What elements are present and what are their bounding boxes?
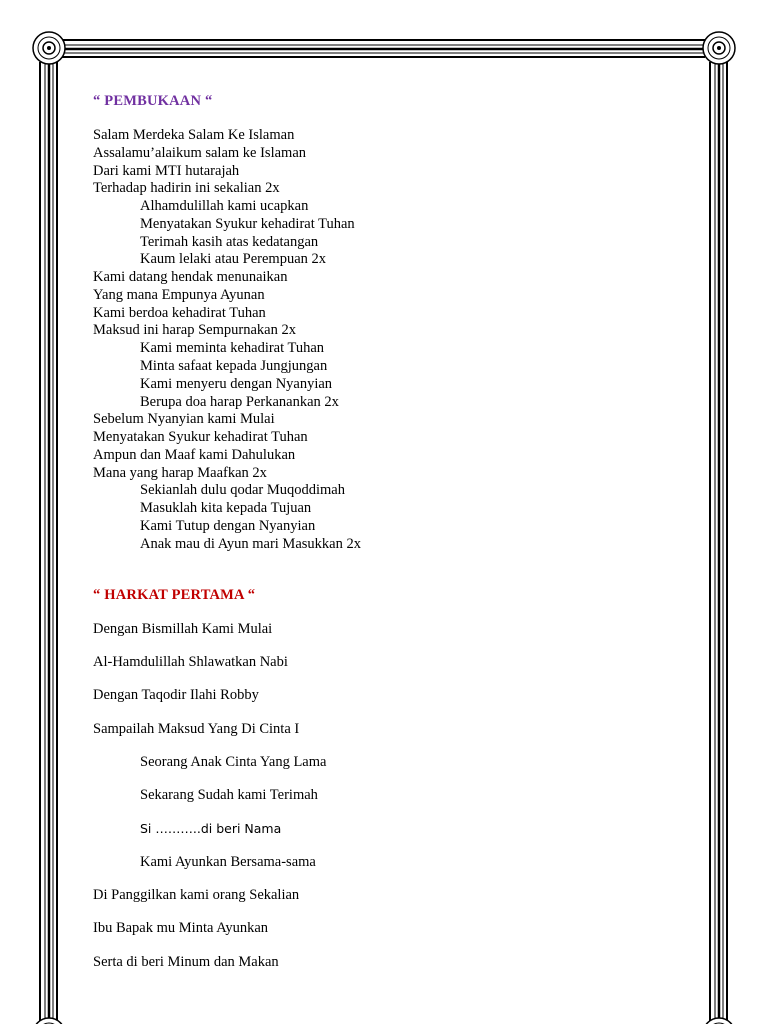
verse-line: Dengan Taqodir Ilahi Robby (93, 687, 259, 703)
verse-line: Di Panggilkan kami orang Sekalian (93, 887, 300, 903)
verse-line: Kami Ayunkan Bersama-sama (140, 854, 316, 870)
verse-line: Serta di beri Minum dan Makan (93, 954, 279, 970)
verse-line: Kami berdoa kehadirat Tuhan (93, 305, 266, 321)
verse-line: Kami meminta kehadirat Tuhan (140, 340, 325, 356)
corner-ornament-top-left (33, 32, 65, 64)
verse-line: Menyatakan Syukur kehadirat Tuhan (93, 429, 308, 445)
corner-ornament-bottom-left (33, 1018, 65, 1024)
verse-line: Mana yang harap Maafkan 2x (93, 465, 267, 481)
corner-ornament-bottom-right (703, 1018, 735, 1024)
verse-line: Dari kami MTI hutarajah (93, 163, 240, 179)
verse-line: Salam Merdeka Salam Ke Islaman (93, 127, 295, 143)
verse-line: Dengan Bismillah Kami Mulai (93, 621, 273, 637)
verse-line: Sebelum Nyanyian kami Mulai (93, 411, 275, 427)
verse-line: Sampailah Maksud Yang Di Cinta I (93, 721, 300, 737)
verse-line: Alhamdulillah kami ucapkan (140, 198, 309, 214)
verse-line-name-blank: Si ………..di beri Nama (140, 821, 282, 836)
verse-line: Kami menyeru dengan Nyanyian (140, 376, 333, 392)
section-title-harkat-pertama: “ HARKAT PERTAMA “ (93, 587, 256, 603)
verse-line: Assalamu’alaikum salam ke Islaman (93, 145, 307, 161)
verse-line: Masuklah kita kepada Tujuan (140, 500, 312, 516)
corner-ornament-top-right (703, 32, 735, 64)
verse-line: Sekianlah dulu qodar Muqoddimah (140, 482, 345, 498)
verse-line: Minta safaat kepada Jungjungan (140, 358, 328, 374)
verse-line: Kami Tutup dengan Nyanyian (140, 518, 316, 534)
verse-line: Seorang Anak Cinta Yang Lama (140, 754, 327, 770)
verse-line: Berupa doa harap Perkanankan 2x (140, 394, 339, 410)
verse-line: Terimah kasih atas kedatangan (140, 234, 319, 250)
section-title-pembukaan: “ PEMBUKAAN “ (93, 93, 213, 109)
verse-line: Menyatakan Syukur kehadirat Tuhan (140, 216, 355, 232)
verse-line: Sekarang Sudah kami Terimah (140, 787, 318, 803)
verse-line: Kaum lelaki atau Perempuan 2x (140, 251, 327, 267)
verse-line: Maksud ini harap Sempurnakan 2x (93, 322, 296, 338)
verse-line: Terhadap hadirin ini sekalian 2x (93, 180, 280, 196)
verse-line: Al-Hamdulillah Shlawatkan Nabi (93, 654, 288, 670)
verse-line: Kami datang hendak menunaikan (93, 269, 288, 285)
verse-line: Ampun dan Maaf kami Dahulukan (93, 447, 296, 463)
verse-line: Ibu Bapak mu Minta Ayunkan (93, 920, 269, 936)
verse-line: Anak mau di Ayun mari Masukkan 2x (140, 536, 361, 552)
verse-line: Yang mana Empunya Ayunan (93, 287, 265, 303)
